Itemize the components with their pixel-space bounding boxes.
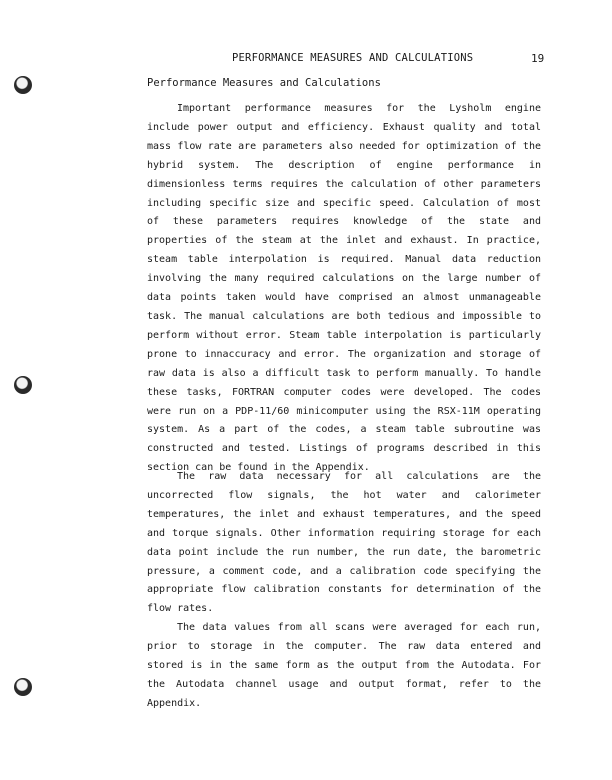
text-line: constructed and tested. Listings of programs described in this bbox=[147, 443, 541, 455]
text-line: task. The manual calculations are both tedious and impossible to bbox=[147, 310, 541, 322]
text-line: system. As a part of the codes, a steam table subroutine was bbox=[147, 424, 541, 436]
text-line: data point include the run number, the run date, the barometric bbox=[147, 546, 541, 558]
text-line: flow rates. bbox=[147, 603, 214, 615]
text-line: perform without error. Steam table interpolation is particularly bbox=[147, 329, 541, 341]
paragraph bbox=[147, 619, 541, 714]
text-line: involving the many required calculations on the large number of bbox=[147, 273, 541, 285]
text-line: steam table interpolation is required. Manual data reduction bbox=[147, 254, 541, 266]
text-line: mass flow rate are parameters also needed for optimization of the bbox=[147, 140, 541, 152]
text-line: include power output and efficiency. Exhaust quality and total bbox=[147, 121, 541, 133]
binder-hole-icon bbox=[14, 76, 32, 94]
binder-hole-icon bbox=[14, 678, 32, 696]
binder-hole-icon bbox=[14, 376, 32, 394]
text-line: the Autodata channel usage and output format, refer to the bbox=[147, 678, 541, 690]
paragraph bbox=[147, 100, 541, 478]
text-line: appropriate flow calibration constants for determination of the bbox=[147, 584, 541, 596]
text-line: properties of the steam at the inlet and exhaust. In practice, bbox=[147, 235, 541, 247]
text-line: raw data is also a difficult task to perform manually. To handle bbox=[147, 367, 541, 379]
text-line: stored is in the same form as the output from the Autodata. For bbox=[147, 659, 541, 671]
text-line: and torque signals. Other information requiring storage for each bbox=[147, 527, 541, 539]
running-header: PERFORMANCE MEASURES AND CALCULATIONS bbox=[232, 52, 474, 64]
page-number: 19 bbox=[531, 52, 545, 65]
text-line: prone to innaccuracy and error. The organization and storage of bbox=[147, 348, 541, 360]
text-line: were run on a PDP-11/60 minicomputer using the RSX-11M operating bbox=[147, 405, 541, 417]
text-line: Appendix. bbox=[147, 697, 202, 709]
text-line: temperatures, the inlet and exhaust temperatures, and the speed bbox=[147, 508, 541, 520]
text-line: these tasks, FORTRAN computer codes were developed. The codes bbox=[147, 386, 541, 398]
text-line: data points taken would have comprised an almost unmanageable bbox=[147, 292, 541, 304]
text-line: of these parameters requires knowledge of the state and bbox=[147, 216, 541, 228]
text-line: dimensionless terms requires the calculation of other parameters bbox=[147, 178, 541, 190]
text-line: prior to storage in the computer. The raw data entered and bbox=[147, 640, 541, 652]
section-heading: Performance Measures and Calculations bbox=[147, 77, 381, 89]
text-line: section can be found in the Appendix. bbox=[147, 462, 370, 474]
paragraph bbox=[147, 468, 541, 619]
text-line: The data values from all scans were averaged for each run, bbox=[177, 622, 541, 633]
text-line: Important performance measures for the Lysholm engine bbox=[177, 103, 541, 114]
text-line: pressure, a comment code, and a calibration code specifying the bbox=[147, 565, 541, 577]
text-line: including specific size and specific speed. Calculation of most bbox=[147, 197, 541, 209]
text-line: uncorrected flow signals, the hot water and calorimeter bbox=[147, 489, 541, 501]
text-line: The raw data necessary for all calculations are the bbox=[177, 471, 541, 482]
text-line: hybrid system. The description of engine performance in bbox=[147, 159, 541, 171]
